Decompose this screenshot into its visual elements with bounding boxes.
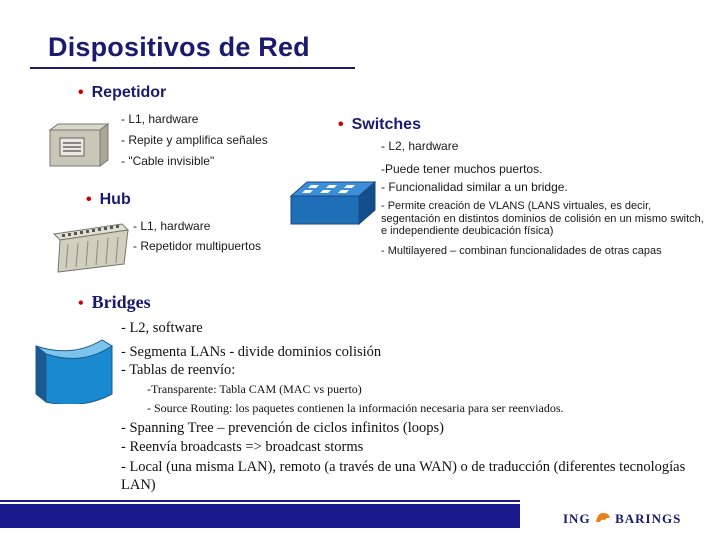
repetidor-item-2: - Repite y amplifica señales xyxy=(121,133,268,147)
repetidor-heading: • Repetidor xyxy=(78,84,167,101)
hub-device-icon xyxy=(52,222,130,274)
switches-item-2: -Puede tener muchos puertos. xyxy=(381,162,543,176)
bridges-item-4: - Spanning Tree – prevención de ciclos infinitos (loops) xyxy=(121,420,444,436)
repeater-device-icon xyxy=(46,122,110,168)
hub-item-2: - Repetidor multipuertos xyxy=(133,239,262,253)
bullet-icon: • xyxy=(78,84,84,101)
switch-device-icon xyxy=(289,180,377,226)
repetidor-item-1: - L1, hardware xyxy=(121,112,199,126)
bullet-icon: • xyxy=(86,191,92,208)
switches-item-4: - Permite creación de VLANS (LANS virtuales, es decir, segentación en distintos dominios de colisión en un mismo switch, e independiente deubicación física) xyxy=(381,200,704,237)
switches-heading: • Switches xyxy=(338,116,421,133)
bridge-device-icon xyxy=(34,336,114,404)
bridges-subitem-1: -Transparente: Tabla CAM (MAC vs puerto) xyxy=(147,382,362,396)
bullet-icon: • xyxy=(338,116,344,133)
bridges-item-3: - Tablas de reenvío: xyxy=(121,362,236,378)
bridges-item-1: - L2, software xyxy=(121,320,203,336)
page-title: Dispositivos de Red xyxy=(48,32,310,62)
bridges-subitem-2: - Source Routing: los paquetes contienen la información necesaria para ser reenviados. xyxy=(147,401,564,415)
hub-heading: • Hub xyxy=(86,191,131,208)
hub-item-1: - L1, hardware xyxy=(133,219,211,233)
switches-item-3: - Funcionalidad similar a un bridge. xyxy=(381,180,568,194)
bridges-item-6: - Local (una misma LAN), remoto (a través de una WAN) o de traducción (diferentes tecnologías LAN) xyxy=(121,459,686,493)
bullet-icon: • xyxy=(78,295,84,312)
bridges-heading: • Bridges xyxy=(78,292,151,312)
repetidor-item-3: - "Cable invisible" xyxy=(121,154,215,168)
lion-icon xyxy=(595,510,611,524)
bridges-item-2: - Segmenta LANs - divide dominios colisión xyxy=(121,344,382,360)
switches-item-5: - Multilayered – combinan funcionalidades de otras capas xyxy=(381,245,662,257)
bridges-item-5: - Reenvía broadcasts => broadcast storms xyxy=(121,439,364,455)
switches-item-1: - L2, hardware xyxy=(381,139,459,153)
footer-rule xyxy=(0,500,520,502)
ing-barings-logo: ING BARINGS xyxy=(563,511,682,526)
title-underline xyxy=(30,67,355,69)
footer-bar xyxy=(0,504,520,528)
